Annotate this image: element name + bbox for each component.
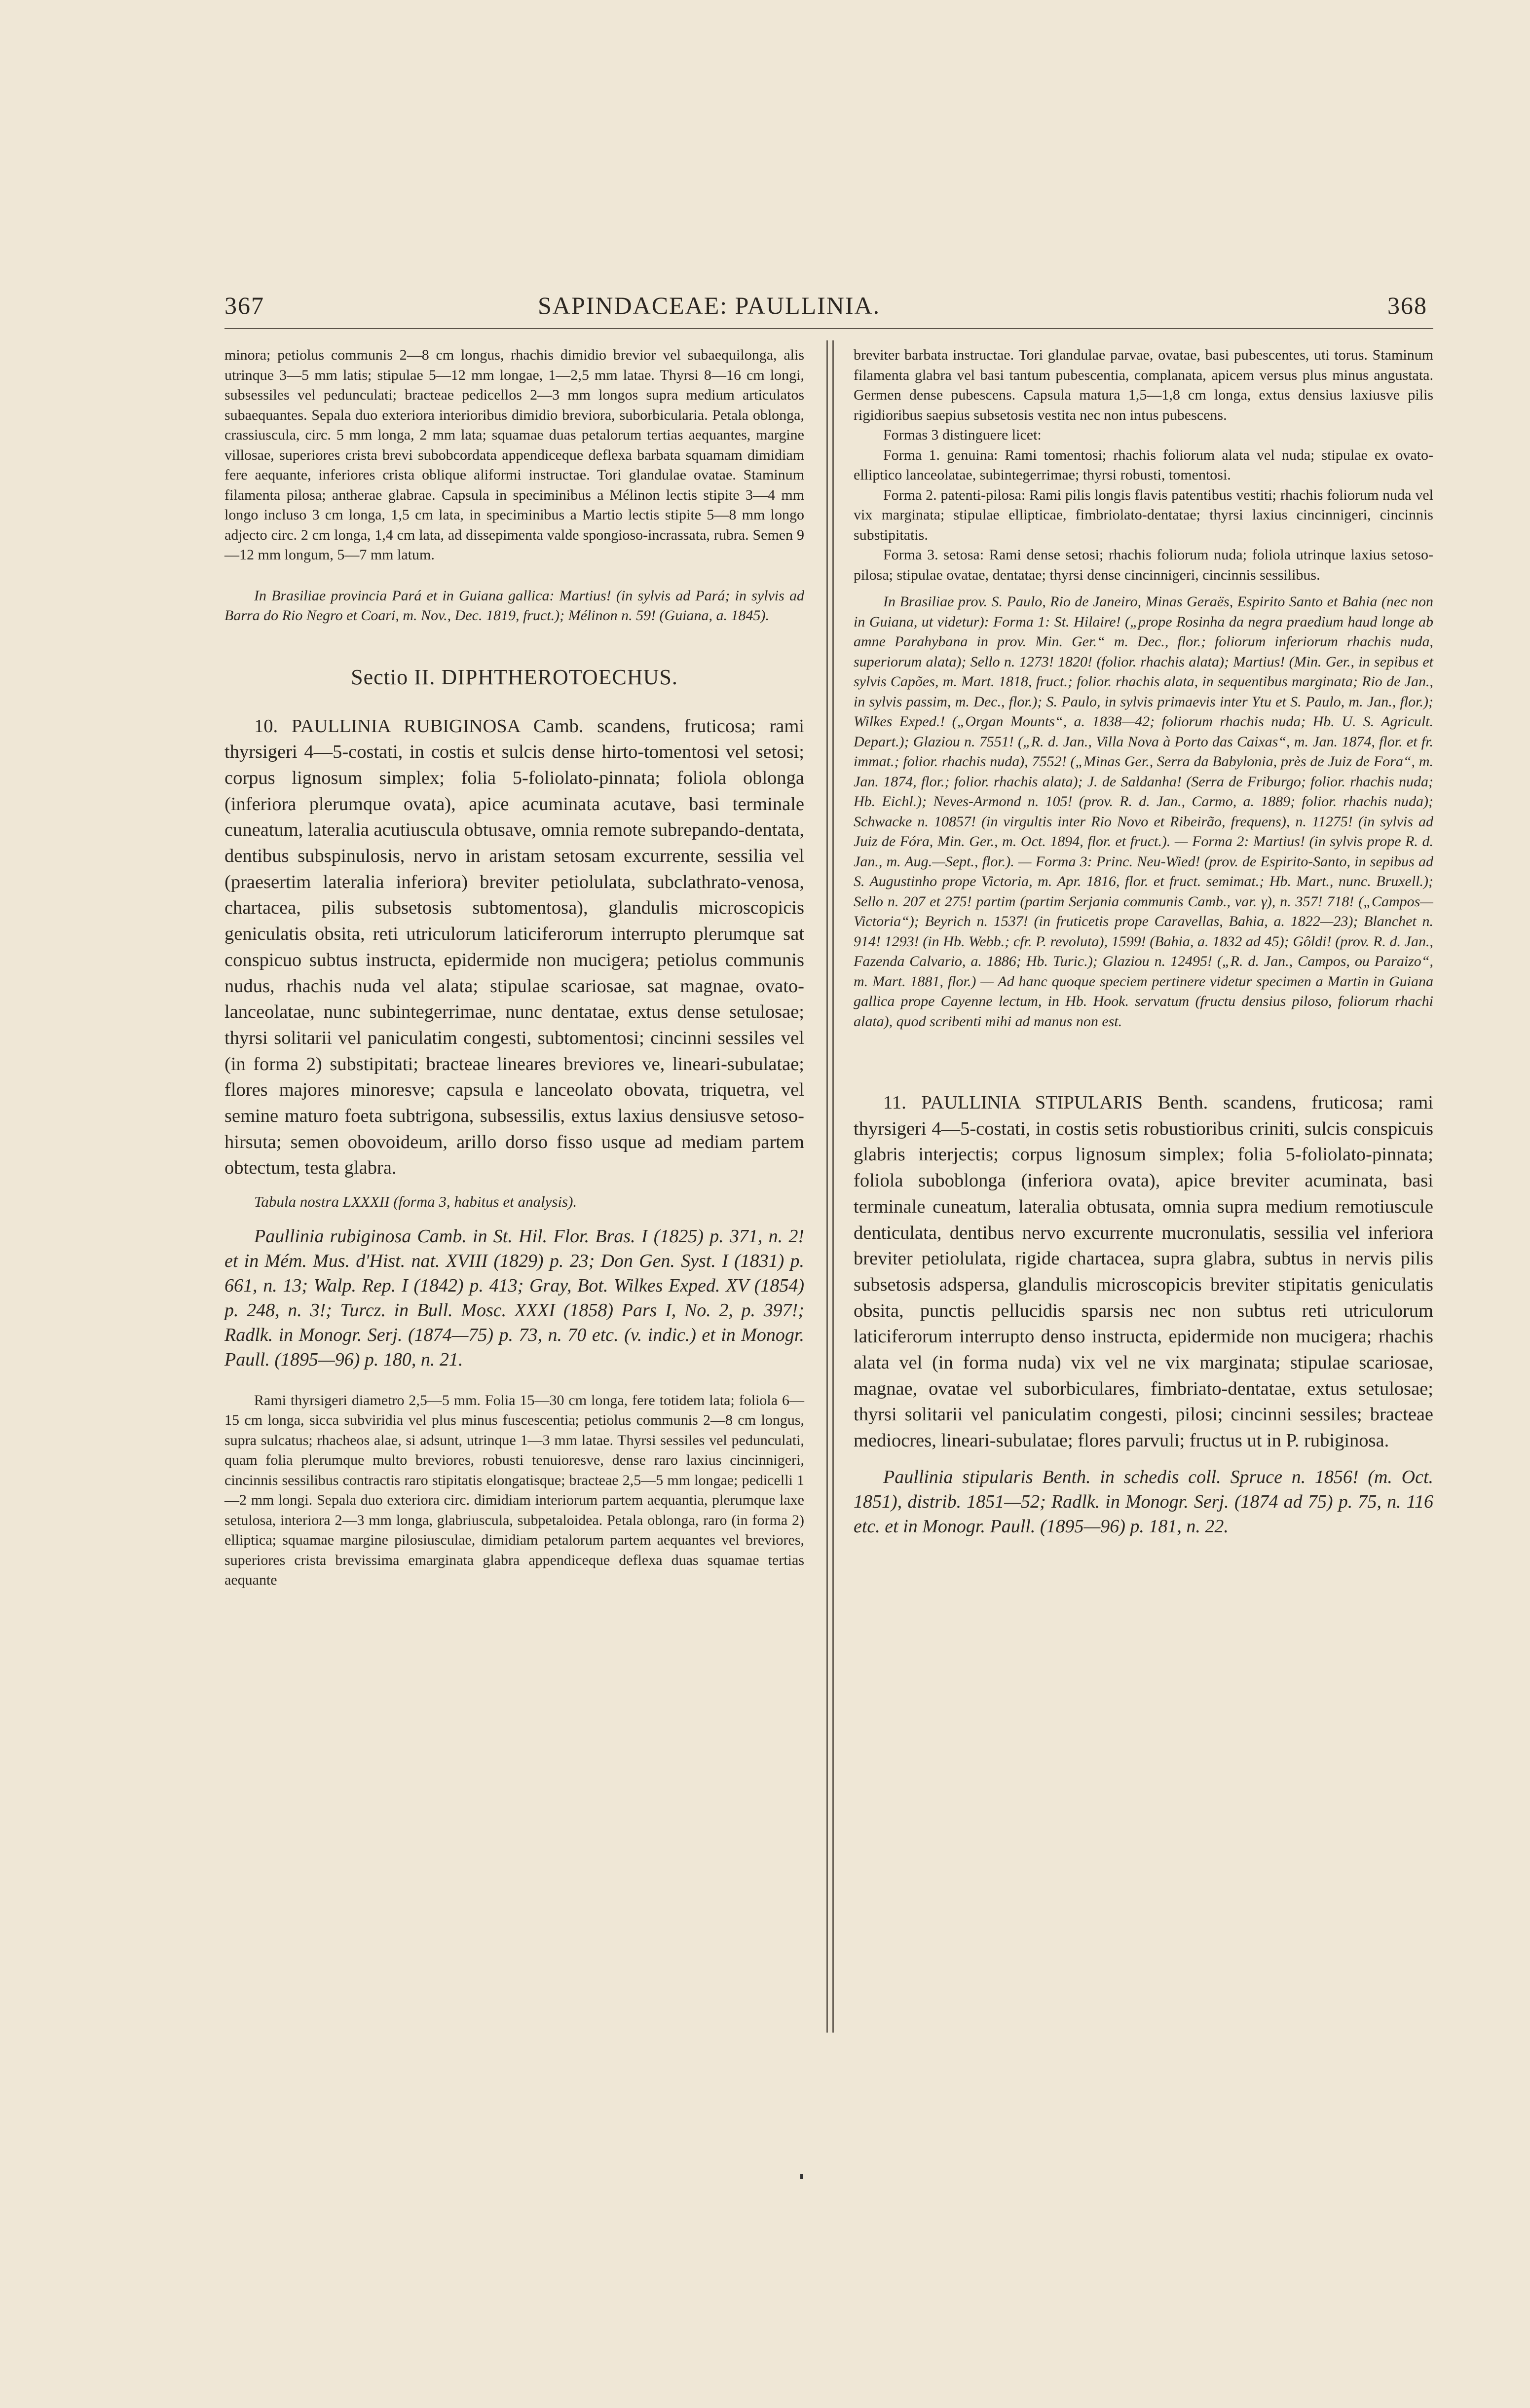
species-10-references: Paullinia rubiginosa Camb. in St. Hil. Flor. Bras. I (1825) p. 371, n. 2! et in Mém. Mus. d'Hist. nat. XVIII (1829) p. 23; Don Gen. Syst. I (1831) p. 661, n. 13; Walp. Rep. I (1842) p. 413; Gray, Bot. Wilkes Exped. XV (1854) p. 248, n. 3!; Turcz. in Bull. Mosc. XXXI (1858) Pars I, No. 2, p. 397!; Radlk. in Monogr. Serj. (1874—75) p. 73, n. 70 etc. (v. indic.) et in Monogr. Paull. (1895—96) p. 180, n. 21. (224, 1225, 804, 1370)
column-divider-second (832, 340, 834, 2033)
species-11-references: Paullinia stipularis Benth. in schedis coll. Spruce n. 1856! (m. Oct. 1851), distrib. 1851—52; Radlk. in Monogr. Serj. (1874 ad 75) p. 75, n. 116 etc. et in Monogr. Paull. (1895—96) p. 181, n. 22. (854, 1466, 1433, 1537)
section-heading: Sectio II. DIPHTHEROTOECHUS. (351, 665, 678, 689)
specimen-distribution: In Brasiliae prov. S. Paulo, Rio de Janeiro, Minas Geraës, Espirito Santo et Bahia (nec non in Guiana, ut videtur): Forma 1: St. Hilaire! („prope Rosinha da negra praedium haud longe ab amne Parahybana in prov. Min. Ger.“ m. Dec., flor.; foliorum inferiorum rhachis nuda, superiorum alata); Sello n. 1273! 1820! (folior. rhachis alata); Martius! (Min. Ger., in sepibus et sylvis Capões, m. Mart. 1818, fruct.; folior. rhachis alata, in sequentibus marginata; Rio de Jan., in sylvis passim, m. Dec., flor.); S. Paulo, in sylvis primaevis inter Ytu et S. Paulo, m. Jan., flor.); Wilkes Exped.! („Organ Mounts“, a. 1838—42; foliorum rhachis nuda; Hb. U. S. Agricult. Depart.); Glaziou n. 7551! („R. d. Jan., Villa Nova à Porto das Caixas“, m. Jan. 1874, flor. et fr. immat.; folior. rhachis nuda), 7552! („Minas Ger., Serra da Babylonia, près de Juiz de Fora“, m. Jan. 1874, flor.; folior. rhachis alata); J. de Saldanha! (Serra de Friburgo; folior. rhachis nuda; Hb. Eichl.); Neves-Armond n. 105! (prov. R. d. Jan., Carmo, a. 1889; folior. rhachis nuda); Schwacke n. 10857! (in virgultis inter Rio Novo et Ribeirão, frequens), n. 11275! (in sylvis ad Juiz de Fóra, Min. Ger., m. Oct. 1894, flor. et fruct.). — Forma 2: Martius! (in sylvis prope R. d. Jan., m. Aug.—Sept., flor.). — Forma 3: Princ. Neu-Wied! (prov. de Espirito-Santo, in sepibus ad S. Augustinho prope Victoria, m. Apr. 1816, flor. et fruct. semimat.; Hb. Mart., nunc. Bruxell.); Sello n. 207 et 275! partim (partim Serjania communis Camb., var. γ), n. 357! 718! („Campos—Victoria“); Beyrich n. 1537! (in fruticetis prope Caravellas, Bahia, a. 1822—23); Blanchet n. 914! 1293! (in Hb. Webb.; cfr. P. revoluta), 1599! (Bahia, a. 1832 ad 45); Gôldi! (prov. R. d. Jan., Fazenda Calvario, a. 1886; Hb. Turic.); Glaziou n. 12495! („R. d. Jan., Campos, ou Paraizo“, m. Mart. 1881, flor.) — Ad hanc quoque speciem pertinere videtur specimen a Martin in Guiana gallica prope Cayenne lectum, in Hb. Hook. servatum (fructu densius piloso, foliorum rhachi alata), quod scribenti mihi ad manus non est. (854, 593, 1433, 1030)
print-mark (800, 2174, 803, 2179)
forma-1: Forma 1. genuina: Rami tomentosi; rhachis foliorum alata vel nuda; stipulae ex ovato-elliptico lanceolatae, subintegerrimae; thyrsi robusti, tomentosi. (854, 446, 1433, 483)
page-number-right: 368 (1387, 292, 1427, 319)
species-10-description: 10. PAULLINIA RUBIGINOSA Camb. scandens, fruticosa; rami thyrsigeri 4—5-costati, in costis et sulcis dense hirto-tomentosi vel setosi; corpus lignosum simplex; folia 5-foliolato-pinnata; foliola oblonga (inferiora plerumque ovata), apice acuminata acutave, basi terminale cuneatum, lateralia acutiuscula obtusave, omnia remote subrepando-dentata, dentibus subspinulosis, nervo in aristam setosam excurrente, sessilia vel (praesertim lateralia inferiora) breviter petiolulata, subclathrato-venosa, chartacea, pilis subsetosis subtomentosa), glandulis microscopicis geniculatis obsita, reti utriculorum laticiferorum interrupto plerumque sat conspicuo subtus instructa, epidermide non mucigera; petiolus communis nudus, rhachis nuda vel alata; stipulae scariosae, sat magnae, ovato-lanceolatae, nunc subintegerrimae, nunc dentatae, extus dense setulosae; thyrsi solitarii vel paniculatim congesti, subtomentosi; cincinni sessiles vel (in forma 2) substipitati; bracteae lineares breviores ve, lineari-subulatae; flores majores minoresve; capsula e lanceolato obovata, triquetra, vel semine maturo foeta subtrigona, subsessilis, extus laxius densiusve setoso-hirsuta; semen obovoideum, arillo dorso fisso usque ad mediam partem obtectum, testa glabra. (224, 715, 804, 1179)
distribution-paragraph: In Brasiliae provincia Pará et in Guiana gallica: Martius! (in sylvis ad Pará; in sylvis ad Barra do Rio Negro et Coari, m. Nov., Dec. 1819, fruct.); Mélinon n. 59! (Guiana, a. 1845). (224, 587, 804, 624)
details-continued: breviter barbata instructae. Tori glandulae parvae, ovatae, basi pubescentes, uti torus. Staminum filamenta glabra vel basi tantum pubescentia, complanata, apicem versus plus minus angustata. Germen dense pubescens. Capsula matura 1,5—1,8 cm longa, extus densius laxiusve pilis rigidioribus saepius subsetosis vestita nec non intus pubescens. (854, 347, 1433, 423)
forma-3: Forma 3. setosa: Rami dense setosi; rhachis foliorum nuda; foliola utrinque laxius setoso-pilosa; stipulae ovatae, dentatae; thyrsi dense cincinnigeri, cincinnis sessilibus. (854, 547, 1433, 583)
running-title: SAPINDACEAE: PAULLINIA. (538, 292, 881, 319)
forma-2: Forma 2. patenti-pilosa: Rami pilis longis flavis patentibus vestiti; rhachis foliorum nuda vel vix marginata; stipulae ellipticae, fimbriolato-dentatae; thyrsi laxius cincinnigeri, cincinnis substipitatis. (854, 486, 1433, 543)
description-continued: minora; petiolus communis 2—8 cm longus, rhachis dimidio brevior vel subaequilonga, alis utrinque 3—5 mm latis; stipulae 5—12 mm longae, 1—2,5 mm latae. Thyrsi 8—16 cm longi, subsessiles vel pedunculati; bracteae pedicellos 2—3 mm longos supra medium articulatos subaequantes. Sepala duo exteriora interioribus dimidio breviora, suborbicularia. Petala oblonga, crassiuscula, circ. 5 mm longa, 2 mm lata; squamae duas petalorum tertias aequantes, margine villosae, superiores crista brevi subobcordata appendiceque deflexa barbata squamam dimidiam fere aequante, inferiores crista oblique aliformi instructae. Tori glandulae ovatae. Staminum filamenta pilosa; antherae glabrae. Capsula in speciminibus a Mélinon lectis stipite 3—4 mm longo incluso 3 cm longa, 1,5 cm lata, in speciminibus a Martio lectis stipite 5—8 mm longo adjecto circ. 2 cm longa, 1,4 cm lata, ad dissepimenta valde spongioso-incrassata, rubra. Semen 9—12 mm longum, 5—7 mm latum. (224, 347, 804, 563)
forms-intro: Formas 3 distinguere licet: (883, 427, 1042, 443)
plate-reference: Tabula nostra LXXXII (forma 3, habitus et analysis). (254, 1193, 577, 1211)
right-column (854, 345, 1433, 1539)
left-column (224, 345, 804, 1591)
species-11-description: 11. PAULLINIA STIPULARIS Benth. scandens, fruticosa; rami thyrsigeri 4—5-costati, in costis setis robustioribus criniti, sulcis conspicuis glabris interjectis; corpus lignosum simplex; folia 5-foliolato-pinnata; foliola suboblonga (inferiora ovata), apice breviter acuminata, basi terminale cuneatum, lateralia obtusata, omnia supra medium remotiuscule denticulata, dentibus nervo excurrente mucronulatis, sessilia vel inferiora breviter petiolulata, rigide chartacea, supra glabra, subtus in nervis pilis subsetosis adspersa, glandulis microscopicis breviter stipitatis geniculatis obsita, punctis pellucidis sparsis nec non subtus reti utriculorum laticiferorum interrupto denso instructa, epidermide non mucigera; rhachis alata vel (in forma nuda) vix vel ne vix marginata; stipulae scariosae, magnae, ovatae vel suborbiculares, fimbriato-dentatae, extus setulosae; thyrsi solitarii vel paniculatim congesti, pilosi; cincinni sessiles; bracteae mediocres, lineari-subulatae; flores parvuli; fructus ut in P. rubiginosa. (854, 1092, 1433, 1451)
header-rule (224, 328, 1433, 329)
column-divider (826, 340, 828, 2033)
species-10-details: Rami thyrsigeri diametro 2,5—5 mm. Folia 15—30 cm longa, fere totidem lata; foliola 6—15 cm longa, sicca subviridia vel plus minus fuscescentia; petiolus communis 2—8 cm longus, supra sulcatus; rhacheos alae, si adsunt, utrinque 1—3 mm latae. Thyrsi sessiles vel pedunculati, quam folia plerumque multo breviores, robusti tenuioresve, dense raro laxius cincinnigeri, cincinnis sessilibus contractis raro stipitatis elongatisque; bracteae 2,5—5 mm longae; pedicelli 1—2 mm longi. Sepala duo exteriora circ. dimidiam interiorum partem aequantia, plerumque laxe setulosa, interiora 2—3 mm longa, glabriuscula, subpetaloidea. Petala oblonga, raro (in forma 2) elliptica; squamae margine pilosiusculae, dimidiam petalorum partem aequantes vel breviores, superiores crista brevissima emarginata glabra appendiceque deflexa duas squamae tertias aequante (224, 1392, 804, 1589)
page-number-left: 367 (224, 292, 264, 319)
